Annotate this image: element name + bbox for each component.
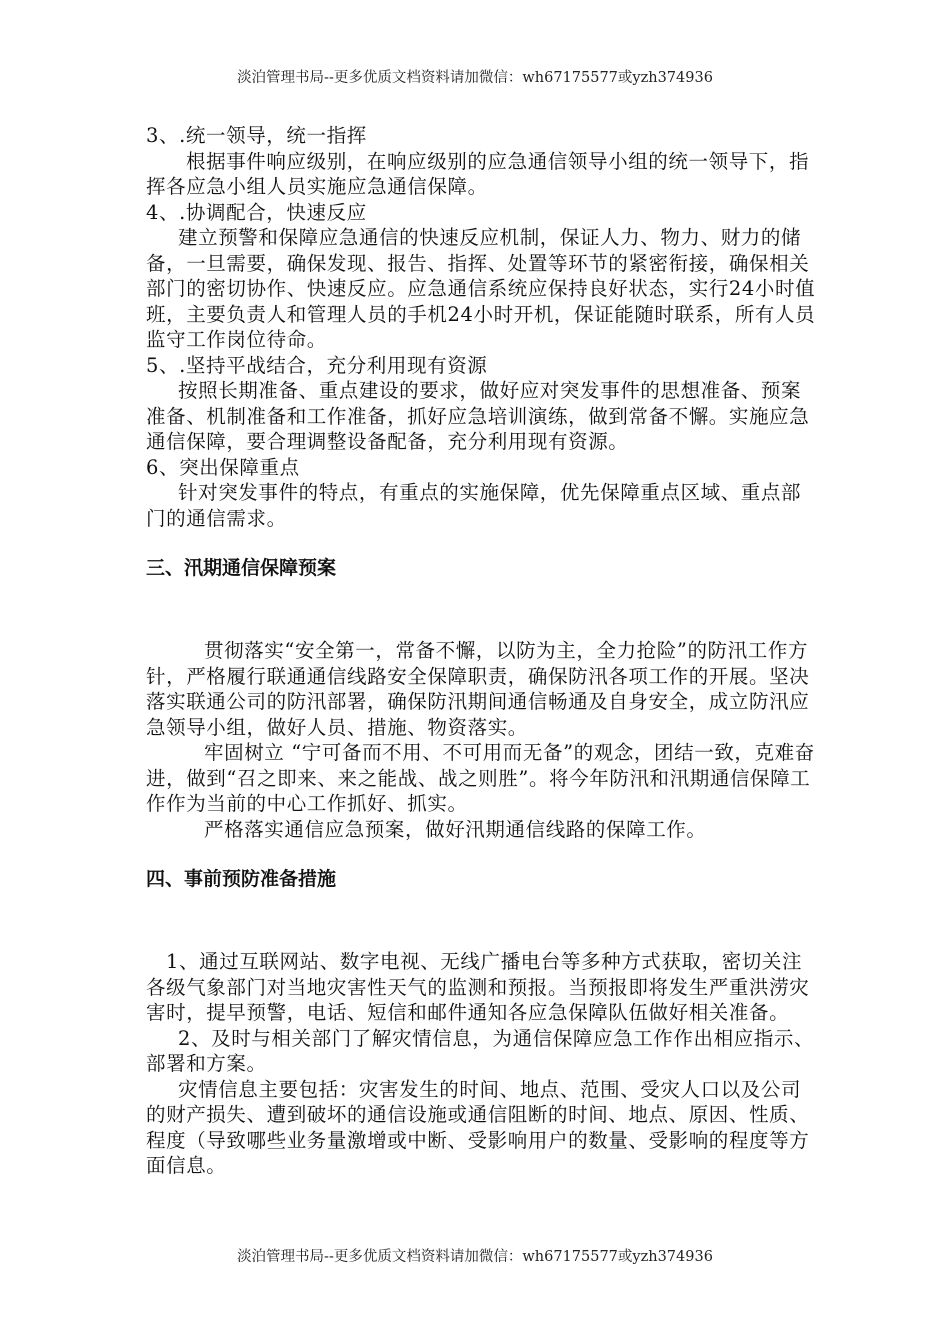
page-footer: 淡泊管理书局--更多优质文档资料请加微信：wh67175577或yzh374936 bbox=[237, 1249, 713, 1265]
section4-heading: 四、事前预防准备措施 bbox=[146, 868, 337, 890]
page-header: 淡泊管理书局--更多优质文档资料请加微信：wh67175577或yzh374936 bbox=[237, 70, 713, 86]
document-body bbox=[146, 123, 816, 1179]
section4-para1: 1、通过互联网站、数字电视、无线广播电台等多种方式获取，密切关注各级气象部门对当地灾害性天气的监测和预报。当预报即将发生严重洪涝灾害时，提早预警，电话、短信和邮件通知各应急保障队伍做好相关准备。 bbox=[146, 950, 810, 1024]
section3-para2: 牢固树立 “宁可备而不用、不可用而无备”的观念，团结一致，克难奋进，做到“召之即来、来之能战、战之则胜”。将今年防汛和汛期通信保障工作作为当前的中心工作抓好、抓实。 bbox=[146, 741, 815, 815]
item4-title: 4、.协调配合，快速反应 bbox=[146, 200, 367, 224]
section4-para3: 灾情信息主要包括：灾害发生的时间、地点、范围、受灾人口以及公司的财产损失、遭到破坏的通信设施或通信阻断的时间、地点、原因、性质、程度（导致哪些业务量激增或中断、受影响用户的数量、受影响的程度等方面信息。 bbox=[146, 1077, 810, 1177]
item4-body: 建立预警和保障应急通信的快速反应机制，保证人力、物力、财力的储备，一旦需要，确保发现、报告、指挥、处置等环节的紧密衔接，确保相关部门的密切协作、快速反应。应急通信系统应保持良好状态，实行24小时值班，主要负责人和管理人员的手机24小时开机，保证能随时联系，所有人员监守工作岗位待命。 bbox=[146, 226, 816, 351]
section3-para1: 贯彻落实“安全第一，常备不懈，以防为主，全力抢险”的防汛工作方针，严格履行联通通信线路安全保障职责，确保防汛各项工作的开展。坚决落实联通公司的防汛部署，确保防汛期间通信畅通及自身安全，成立防汛应急领导小组，做好人员、措施、物资落实。 bbox=[146, 639, 810, 739]
item3-body: 根据事件响应级别，在响应级别的应急通信领导小组的统一领导下，指挥各应急小组人员实施应急通信保障。 bbox=[146, 149, 810, 198]
item6-body: 针对突发事件的特点，有重点的实施保障，优先保障重点区域、重点部门的通信需求。 bbox=[146, 481, 802, 530]
section3-heading: 三、汛期通信保障预案 bbox=[146, 557, 337, 579]
item5-title: 5、.坚持平战结合，充分利用现有资源 bbox=[146, 353, 488, 377]
item5-body: 按照长期准备、重点建设的要求，做好应对突发事件的思想准备、预案准备、机制准备和工作准备，抓好应急培训演练，做到常备不懈。实施应急通信保障，要合理调整设备配备，充分利用现有资源。 bbox=[146, 379, 810, 453]
section4-para2: 2、及时与相关部门了解灾情信息，为通信保障应急工作作出相应指示、部署和方案。 bbox=[146, 1026, 815, 1075]
item3-title: 3、.统一领导，统一指挥 bbox=[146, 124, 367, 147]
section3-para3: 严格落实通信应急预案，做好汛期通信线路的保障工作。 bbox=[204, 817, 707, 841]
item6-title: 6、突出保障重点 bbox=[146, 455, 300, 479]
